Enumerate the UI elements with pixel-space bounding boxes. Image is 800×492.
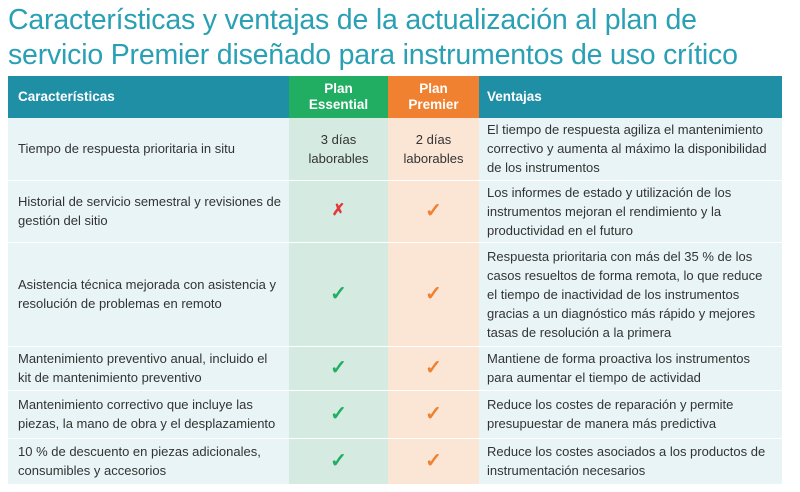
table-row [8, 180, 782, 242]
essential-value: 3 días laborables [308, 131, 369, 166]
table-row [8, 346, 782, 390]
header-features: Características [8, 76, 289, 118]
feature-cell: Asistencia técnica mejorada con asistencia y resolución de problemas en remoto [8, 242, 289, 346]
benefit-cell: Reduce los costes de reparación y permite presupuestar de manera más predictiva [479, 390, 782, 438]
essential-cell [289, 180, 388, 242]
essential-cell [289, 346, 388, 390]
premier-cell [388, 180, 479, 242]
check-icon: ✓ [425, 449, 442, 472]
feature-cell: 10 % de descuento en piezas adicionales, consumibles y accesorios [8, 438, 289, 484]
header-benefits: Ventajas [479, 76, 782, 118]
table-row [8, 390, 782, 438]
essential-cell [289, 118, 388, 180]
feature-cell: Historial de servicio semestral y revisiones de gestión del sitio [8, 180, 289, 242]
comparison-table [8, 76, 782, 485]
check-icon: ✓ [330, 282, 347, 305]
benefit-cell: El tiempo de respuesta agiliza el mantenimiento correctivo y aumenta al máximo la disponibilidad de los instrumentos [479, 118, 782, 180]
benefit-cell: Reduce los costes asociados a los productos de instrumentación necesarios [479, 438, 782, 484]
header-plan-premier [388, 76, 479, 118]
check-icon: ✓ [425, 199, 442, 222]
feature-cell: Tiempo de respuesta prioritaria in situ [8, 118, 289, 180]
header-premier-line1: Plan [419, 81, 448, 96]
feature-cell: Mantenimiento correctivo que incluye las piezas, la mano de obra y el desplazamiento [8, 390, 289, 438]
header-essential-line2: Essential [308, 97, 369, 112]
premier-value: 2 días laborables [403, 131, 464, 166]
table-header-row [8, 76, 782, 118]
check-icon: ✓ [330, 402, 347, 425]
page-title [8, 3, 798, 73]
table-row [8, 438, 782, 484]
header-essential-line1: Plan [324, 81, 353, 96]
essential-cell [289, 438, 388, 484]
feature-cell: Mantenimiento preventivo anual, incluido el kit de mantenimiento preventivo [8, 346, 289, 390]
premier-cell [388, 390, 479, 438]
check-icon: ✓ [425, 282, 442, 305]
check-icon: ✓ [425, 402, 442, 425]
premier-cell [388, 242, 479, 346]
essential-cell [289, 242, 388, 346]
cross-icon: ✗ [331, 202, 346, 219]
title-line-2: servicio Premier diseñado para instrumentos de uso crítico [8, 39, 738, 71]
header-plan-essential [289, 76, 388, 118]
table-row [8, 118, 782, 180]
premier-cell [388, 118, 479, 180]
check-icon: ✓ [330, 449, 347, 472]
benefit-cell: Respuesta prioritaria con más del 35 % de los casos resueltos de forma remota, lo que reduce el tiempo de inactividad de los instrumentos gracias a un diagnóstico más rápido y mejores tasas de resolución a la primera [479, 242, 782, 346]
header-premier-line2: Premier [408, 97, 459, 112]
premier-cell [388, 438, 479, 484]
benefit-cell: Los informes de estado y utilización de los instrumentos mejoran el rendimiento y la productividad en el futuro [479, 180, 782, 242]
title-line-1: Características y ventajas de la actualización al plan de [8, 4, 697, 36]
benefit-cell: Mantiene de forma proactiva los instrumentos para aumentar el tiempo de actividad [479, 346, 782, 390]
premier-cell [388, 346, 479, 390]
check-icon: ✓ [330, 356, 347, 379]
table-row [8, 242, 782, 346]
check-icon: ✓ [425, 356, 442, 379]
essential-cell [289, 390, 388, 438]
